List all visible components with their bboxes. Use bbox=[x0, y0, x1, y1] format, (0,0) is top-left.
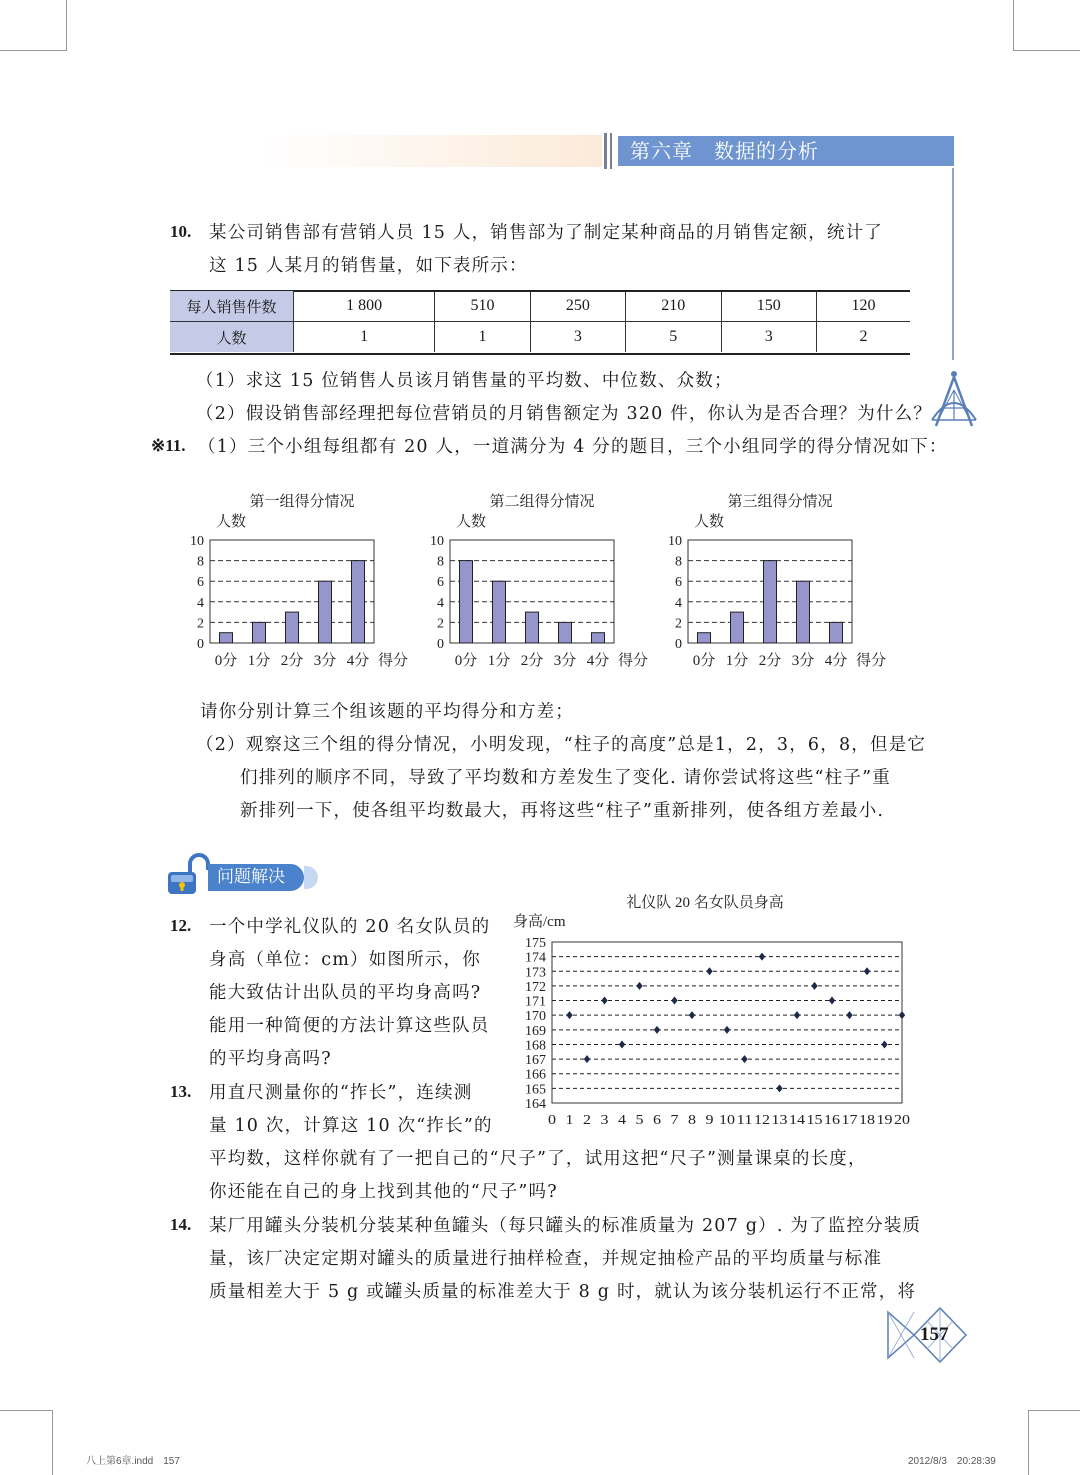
table-cell: 1 800 bbox=[294, 291, 435, 322]
x-tick-label: 2分 bbox=[520, 653, 544, 669]
section-tail bbox=[304, 866, 318, 889]
table-cell: 510 bbox=[435, 291, 530, 322]
q13-text: 平均数，这样你就有了一把自己的“尺子”了，试用这把“尺子”测量课桌的长度， bbox=[209, 1149, 867, 1169]
bar bbox=[286, 612, 299, 643]
crop-mark bbox=[1013, 50, 1080, 51]
y-tick-label: 8 bbox=[197, 554, 204, 570]
x-tick-label: 15 bbox=[806, 1113, 823, 1128]
y-tick-label: 170 bbox=[525, 1009, 546, 1025]
data-point bbox=[864, 967, 870, 975]
x-tick-label: 3分 bbox=[313, 653, 337, 669]
q12-text: 能大致估计出队员的平均身高吗? bbox=[209, 983, 482, 1003]
table-cell: 150 bbox=[721, 291, 816, 322]
x-tick-label: 18 bbox=[859, 1113, 875, 1128]
footer-filename: 八上第6章.indd 157 bbox=[86, 1456, 180, 1467]
page-number: 157 bbox=[920, 1324, 949, 1345]
y-axis-label: 人数 bbox=[456, 514, 487, 530]
data-point bbox=[601, 997, 607, 1005]
q11-number: ※11. bbox=[151, 436, 186, 455]
x-tick-label: 4分 bbox=[586, 653, 610, 669]
table-cell: 2 bbox=[816, 322, 910, 353]
data-point bbox=[741, 1055, 747, 1063]
chart-title: 礼仪队 20 名女队员身高 bbox=[626, 895, 784, 911]
data-point bbox=[584, 1055, 590, 1063]
q13-number: 13. bbox=[170, 1082, 192, 1101]
chart-title: 第一组得分情况 bbox=[249, 494, 355, 510]
height-scatter-chart bbox=[505, 885, 915, 1135]
x-tick-label: 11 bbox=[736, 1113, 753, 1128]
x-tick-label: 8 bbox=[688, 1113, 696, 1128]
x-axis-label: 得分 bbox=[855, 653, 887, 669]
data-point bbox=[794, 1011, 800, 1019]
footer-timestamp: 2012/8/3 20:28:39 bbox=[908, 1456, 996, 1467]
q14-text: 某厂用罐头分装机分装某种鱼罐头（每只罐头的标准质量为 207 g）. 为了监控分装质 bbox=[209, 1216, 922, 1236]
y-tick-label: 165 bbox=[525, 1082, 546, 1098]
x-tick-label: 4 bbox=[618, 1113, 626, 1128]
bar bbox=[526, 612, 539, 643]
x-tick-label: 5 bbox=[635, 1113, 644, 1128]
bar bbox=[319, 581, 332, 643]
table-cell: 210 bbox=[626, 291, 721, 322]
y-axis-label: 身高/cm bbox=[513, 914, 566, 930]
x-tick-label: 0分 bbox=[454, 653, 478, 669]
crop-mark bbox=[1028, 1410, 1029, 1475]
y-tick-label: 10 bbox=[668, 534, 682, 549]
x-tick-label: 20 bbox=[894, 1113, 910, 1128]
y-tick-label: 4 bbox=[437, 595, 444, 611]
y-tick-label: 2 bbox=[437, 616, 444, 632]
plot-frame bbox=[552, 942, 902, 1103]
q14-text: 质量相差大于 5 g 或罐头质量的标准差大于 8 g 时，就认为该分装机运行不正常，将 bbox=[209, 1282, 917, 1302]
y-tick-label: 2 bbox=[197, 616, 204, 632]
q11-text: 新排列一下，使各组平均数最大，再将这些“柱子”重新排列，使各组方差最小. bbox=[240, 801, 885, 821]
y-tick-label: 169 bbox=[525, 1023, 546, 1039]
bar bbox=[559, 622, 572, 643]
x-tick-label: 13 bbox=[771, 1113, 788, 1128]
table-cell: 1 bbox=[294, 322, 435, 353]
table-header-cell: 人数 bbox=[170, 322, 294, 353]
bar bbox=[460, 561, 473, 643]
x-tick-label: 1分 bbox=[247, 653, 271, 669]
y-tick-label: 6 bbox=[197, 575, 204, 591]
y-tick-label: 166 bbox=[525, 1067, 546, 1083]
q12-text: 能用一种简便的方法计算这些队员 bbox=[209, 1016, 490, 1036]
x-tick-label: 12 bbox=[754, 1113, 770, 1128]
y-tick-label: 8 bbox=[675, 554, 682, 570]
header-divider bbox=[610, 133, 612, 169]
section-title: 问题解决 bbox=[208, 864, 304, 891]
group2-bar-chart bbox=[420, 485, 660, 675]
data-point bbox=[636, 982, 642, 990]
table-row bbox=[170, 322, 910, 353]
q14-text: 量，该厂决定定期对罐头的质量进行抽样检查，并规定抽检产品的平均质量与标准 bbox=[209, 1249, 883, 1269]
sales-table bbox=[170, 291, 910, 352]
x-tick-label: 16 bbox=[824, 1113, 840, 1128]
table-cell: 120 bbox=[816, 291, 910, 322]
q12-text: 的平均身高吗? bbox=[209, 1049, 332, 1069]
y-tick-label: 174 bbox=[525, 950, 546, 966]
y-tick-label: 171 bbox=[525, 994, 546, 1010]
q11-text: （1）三个小组每组都有 20 人，一道满分为 4 分的题目，三个小组同学的得分情况如下： bbox=[198, 437, 948, 457]
q13-text: 量 10 次，计算这 10 次“拃长”的 bbox=[209, 1116, 493, 1136]
q10-sub2: （2）假设销售部经理把每位营销员的月销售额定为 320 件，你认为是否合理？为什么？ bbox=[196, 404, 933, 424]
q10-text: 这 15 人某月的销售量，如下表所示： bbox=[209, 256, 528, 276]
y-tick-label: 0 bbox=[437, 637, 444, 652]
compass-icon bbox=[928, 368, 980, 430]
q11-text: 请你分别计算三个组该题的平均得分和方差； bbox=[200, 702, 574, 722]
x-axis-label: 得分 bbox=[617, 653, 649, 669]
y-axis-label: 人数 bbox=[216, 514, 247, 530]
table-bottom-rule bbox=[170, 353, 910, 355]
q12-number: 12. bbox=[170, 916, 192, 935]
y-tick-label: 4 bbox=[197, 595, 204, 611]
table-row bbox=[170, 291, 910, 322]
y-tick-label: 6 bbox=[437, 575, 444, 591]
y-tick-label: 173 bbox=[525, 965, 546, 981]
crop-mark bbox=[52, 1410, 53, 1475]
x-tick-label: 19 bbox=[876, 1113, 893, 1128]
data-point bbox=[776, 1084, 782, 1092]
x-tick-label: 3分 bbox=[791, 653, 815, 669]
x-tick-label: 1 bbox=[565, 1113, 574, 1128]
lock-icon bbox=[166, 852, 210, 896]
table-cell: 3 bbox=[721, 322, 816, 353]
crop-mark bbox=[0, 1410, 52, 1411]
data-point bbox=[846, 1011, 852, 1019]
bar bbox=[352, 561, 365, 643]
y-tick-label: 8 bbox=[437, 554, 444, 570]
x-axis-label: 得分 bbox=[377, 653, 409, 669]
table-cell: 3 bbox=[530, 322, 625, 353]
x-tick-label: 0分 bbox=[214, 653, 238, 669]
x-tick-label: 1分 bbox=[487, 653, 511, 669]
header-divider bbox=[604, 133, 607, 169]
y-tick-label: 6 bbox=[675, 575, 682, 591]
y-tick-label: 0 bbox=[197, 637, 204, 652]
q13-text: 用直尺测量你的“拃长”，连续测 bbox=[209, 1083, 473, 1103]
data-point bbox=[899, 1011, 905, 1019]
side-rule bbox=[952, 168, 954, 360]
q12-text: 一个中学礼仪队的 20 名女队员的 bbox=[209, 917, 491, 937]
crop-mark bbox=[1028, 1410, 1080, 1411]
data-point bbox=[811, 982, 817, 990]
q13-text: 你还能在自己的身上找到其他的“尺子”吗? bbox=[209, 1182, 558, 1202]
group3-bar-chart bbox=[658, 485, 898, 675]
header-gradient bbox=[260, 135, 602, 167]
y-tick-label: 10 bbox=[190, 534, 204, 549]
x-tick-label: 2分 bbox=[280, 653, 304, 669]
chapter-title: 第六章 数据的分析 bbox=[618, 136, 954, 166]
y-tick-label: 0 bbox=[675, 637, 682, 652]
x-tick-label: 2分 bbox=[758, 653, 782, 669]
table-cell: 5 bbox=[626, 322, 721, 353]
q10-sub1: （1）求这 15 位销售人员该月销售量的平均数、中位数、众数； bbox=[196, 371, 733, 391]
y-tick-label: 175 bbox=[525, 936, 546, 951]
q11-text: 们排列的顺序不同，导致了平均数和方差发生了变化. 请你尝试将这些“柱子”重 bbox=[240, 768, 891, 788]
bar bbox=[797, 581, 810, 643]
data-point bbox=[724, 1026, 730, 1034]
data-point bbox=[654, 1026, 660, 1034]
q11-text: （2）观察这三个组的得分情况，小明发现，“柱子的高度”总是1，2，3，6，8，但是它 bbox=[196, 735, 927, 755]
crop-mark bbox=[0, 50, 66, 51]
x-tick-label: 4分 bbox=[824, 653, 848, 669]
x-tick-label: 0 bbox=[548, 1113, 556, 1128]
x-tick-label: 1分 bbox=[725, 653, 749, 669]
x-tick-label: 17 bbox=[841, 1113, 858, 1128]
y-tick-label: 168 bbox=[525, 1038, 546, 1054]
group1-bar-chart bbox=[180, 485, 420, 675]
q12-text: 身高（单位：cm）如图所示，你 bbox=[209, 950, 481, 970]
x-tick-label: 9 bbox=[705, 1113, 714, 1128]
bar bbox=[253, 622, 266, 643]
bar bbox=[698, 633, 711, 643]
y-tick-label: 172 bbox=[525, 979, 546, 995]
y-tick-label: 4 bbox=[675, 595, 682, 611]
x-tick-label: 3分 bbox=[553, 653, 577, 669]
chart-title: 第二组得分情况 bbox=[489, 494, 595, 510]
bar bbox=[592, 633, 605, 643]
q10-number: 10. bbox=[170, 222, 192, 241]
q10-text: 某公司销售部有营销人员 15 人，销售部为了制定某种商品的月销售定额，统计了 bbox=[209, 223, 883, 243]
bar bbox=[493, 581, 506, 643]
table-header-cell: 每人销售件数 bbox=[170, 291, 294, 322]
y-axis-label: 人数 bbox=[694, 514, 725, 530]
x-tick-label: 0分 bbox=[692, 653, 716, 669]
data-point bbox=[759, 953, 765, 961]
crop-mark bbox=[1013, 0, 1014, 51]
data-point bbox=[619, 1040, 625, 1048]
x-tick-label: 10 bbox=[719, 1113, 735, 1128]
bar bbox=[220, 633, 233, 643]
data-point bbox=[671, 997, 677, 1005]
table-cell: 250 bbox=[530, 291, 625, 322]
y-tick-label: 10 bbox=[430, 534, 444, 549]
bar bbox=[830, 622, 843, 643]
crop-mark bbox=[66, 0, 67, 51]
x-tick-label: 3 bbox=[600, 1113, 609, 1128]
chart-title: 第三组得分情况 bbox=[727, 494, 833, 510]
y-tick-label: 164 bbox=[525, 1097, 546, 1112]
data-point bbox=[689, 1011, 695, 1019]
y-tick-label: 167 bbox=[525, 1053, 546, 1069]
x-tick-label: 6 bbox=[653, 1113, 661, 1128]
q14-number: 14. bbox=[170, 1215, 192, 1234]
data-point bbox=[829, 997, 835, 1005]
bar bbox=[731, 612, 744, 643]
x-tick-label: 4分 bbox=[346, 653, 370, 669]
bar bbox=[764, 561, 777, 643]
x-tick-label: 14 bbox=[789, 1113, 805, 1128]
data-point bbox=[881, 1040, 887, 1048]
x-tick-label: 2 bbox=[583, 1113, 591, 1128]
y-tick-label: 2 bbox=[675, 616, 682, 632]
x-tick-label: 7 bbox=[670, 1113, 679, 1128]
table-cell: 1 bbox=[435, 322, 530, 353]
data-point bbox=[566, 1011, 572, 1019]
data-point bbox=[706, 967, 712, 975]
